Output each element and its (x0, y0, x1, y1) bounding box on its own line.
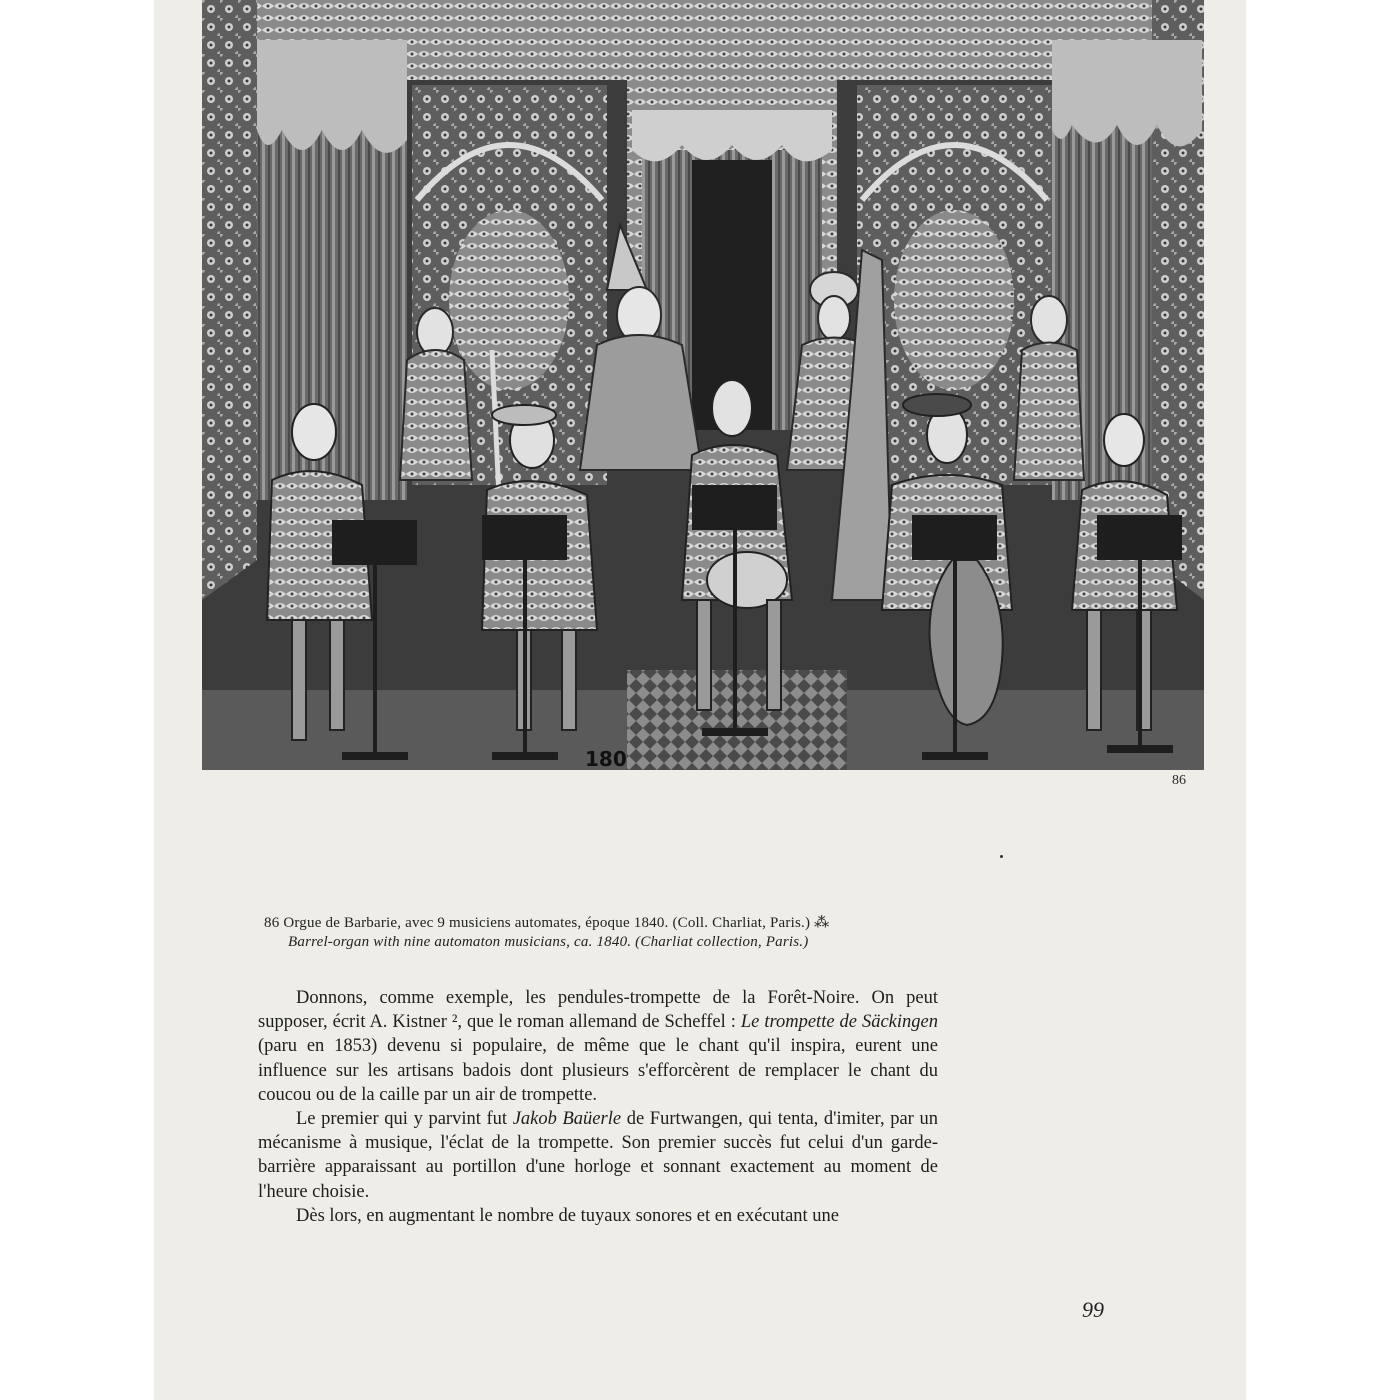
page-number: 99 (1082, 1297, 1104, 1322)
ink-speck (1000, 855, 1003, 858)
paragraph-2-text-b: de Furtwangen, qui tenta, d'imiter, par un mécanisme à musique, l'éclat de la trompette. Son premier succès fut celui d'un garde-barrière apparaissant au portillon d'une horloge et sonnant exactement au moment de l'heure choisie. (258, 1109, 938, 1202)
paragraph-1-text-a: Donnons, comme exemple, les pendules-trompette de la Forêt-Noire. On peut supposer, écrit A. Kistner ², que le roman allemand de Scheffel : (258, 988, 938, 1033)
plate-number: 86 (1172, 773, 1186, 788)
paragraph-3: Dès lors, en augmentant le nombre de tuyaux sonores et en exécutant une (296, 1205, 840, 1226)
body-text (258, 986, 938, 1228)
paragraph-2 (258, 1107, 938, 1204)
book-title: Le trompette de Säckingen (740, 1012, 938, 1033)
figure-caption (264, 914, 954, 952)
paragraph-1-text-b: (paru en 1853) devenu si populaire, de même que le chant qu'il inspira, eurent une influence sur les artisans badois dont plusieurs s'efforcèrent de remplacer le chant du coucou ou de la caille par un air de trompette. (258, 1036, 938, 1105)
photo-inscription: 180 (585, 747, 627, 770)
caption-french: 86 Orgue de Barbarie, avec 9 musiciens automates, époque 1840. (Coll. Charliat, Paris.) ⁂ (264, 915, 830, 931)
person-name: Jakob Baüerle (512, 1109, 622, 1130)
caption-english: Barrel-organ with nine automaton musicians, ca. 1840. (Charliat collection, Paris.) (288, 934, 809, 950)
photograph-illustration (202, 0, 1204, 770)
paragraph-2-text-a: Le premier qui y parvint fut (296, 1109, 513, 1130)
paragraph-1 (258, 986, 938, 1107)
book-page (154, 0, 1246, 1400)
automaton-orchestra-photograph (202, 0, 1204, 770)
